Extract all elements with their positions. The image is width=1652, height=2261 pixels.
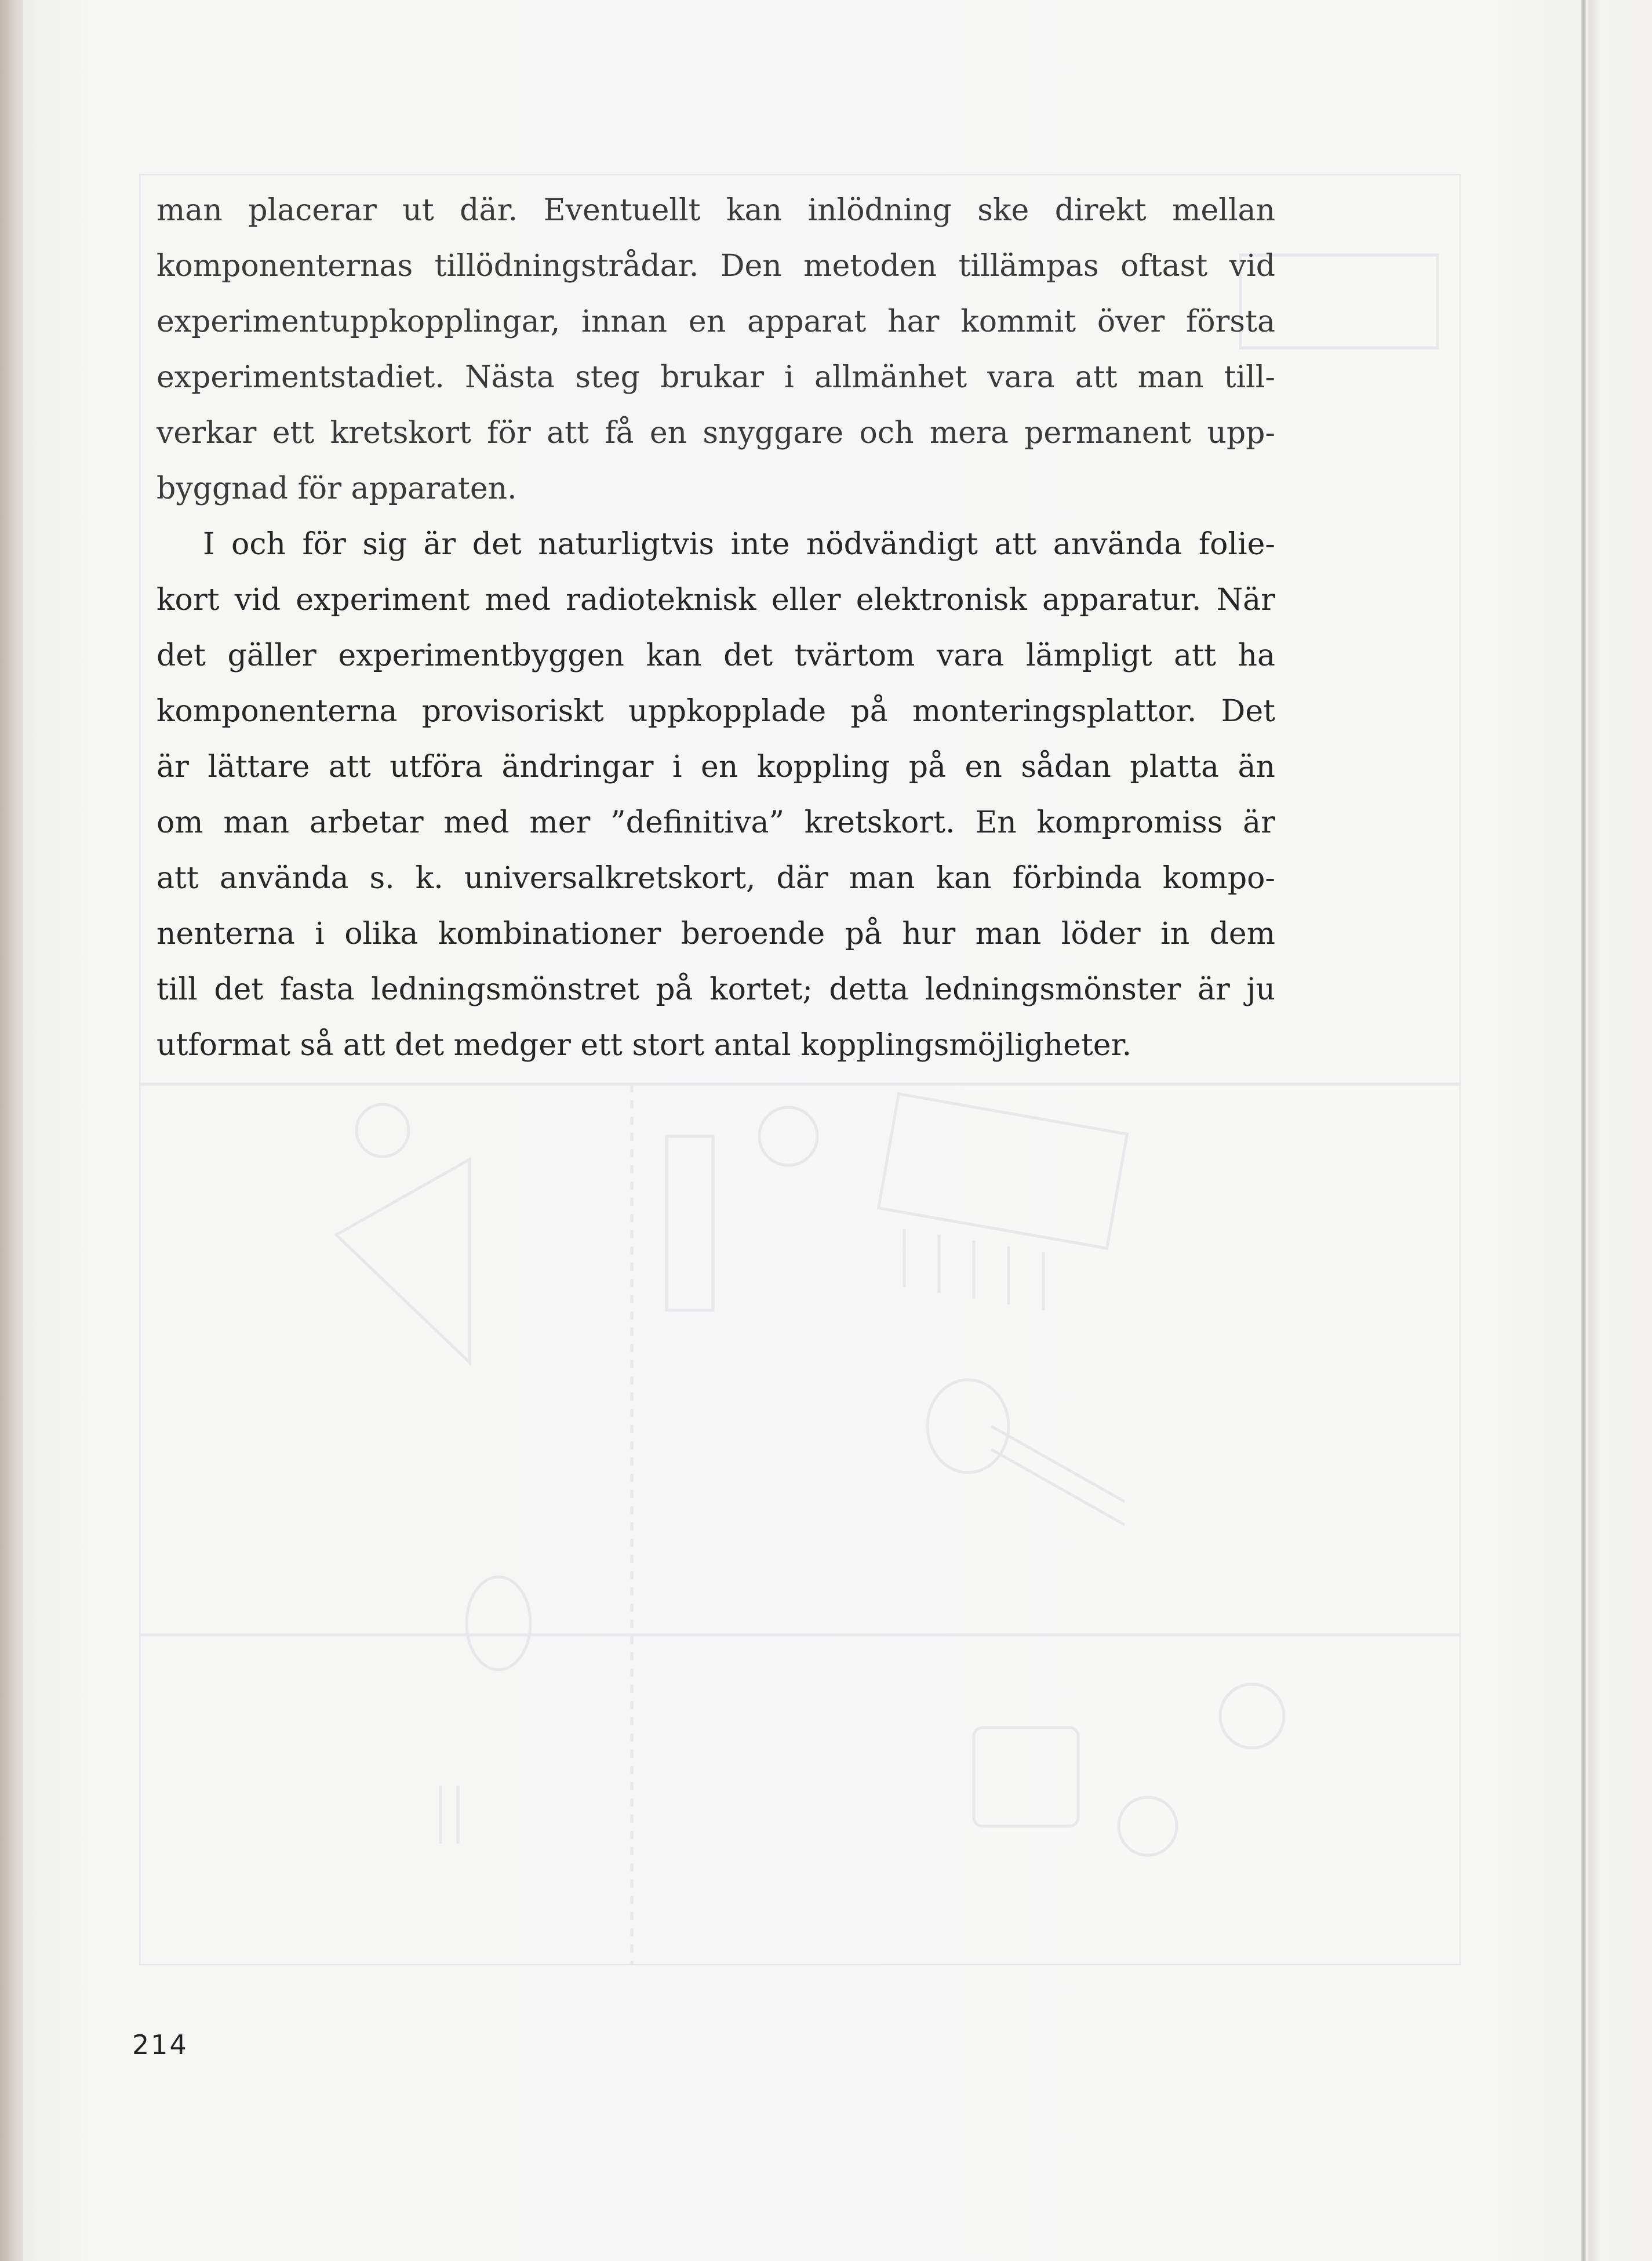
right-page-fold <box>1581 0 1586 2261</box>
text-line: är lättare att utföra ändringar i en koppling på en sådan platta än <box>157 750 1275 784</box>
text-line: byggnad för apparaten. <box>157 471 517 506</box>
text-line: experimentstadiet. Nästa steg brukar i allmänhet vara att man till- <box>157 360 1275 395</box>
page-number: 214 <box>132 2029 188 2060</box>
text-line: det gäller experimentbyggen kan det tvärtom vara lämpligt att ha <box>157 638 1275 673</box>
body-text <box>157 183 1275 1073</box>
text-line: I och för sig är det naturligtvis inte nödvändigt att använda folie- <box>203 527 1275 562</box>
text-line: experimentuppkopplingar, innan en apparat har kommit över första <box>157 304 1275 339</box>
text-line: att använda s. k. universalkretskort, där man kan förbinda kompo- <box>157 861 1275 896</box>
paragraph-1 <box>157 183 1275 517</box>
text-line: verkar ett kretskort för att få en snyggare och mera permanent upp- <box>157 416 1275 450</box>
text-line: kort vid experiment med radioteknisk eller elektronisk apparatur. När <box>157 583 1275 617</box>
text-line: komponenternas tillödningstrådar. Den metoden tillämpas oftast vid <box>157 249 1275 283</box>
text-line: komponenterna provisoriskt uppkopplade på monteringsplattor. Det <box>157 694 1275 729</box>
text-line: utformat så att det medger ett stort antal kopplingsmöjligheter. <box>157 1028 1132 1063</box>
text-line: till det fasta ledningsmönstret på kortet; detta ledningsmönster är ju <box>157 972 1275 1007</box>
binding-edge <box>0 0 24 2261</box>
text-line: man placerar ut där. Eventuellt kan inlödning ske direkt mellan <box>157 193 1275 228</box>
text-line: om man arbetar med mer ”definitiva” kretskort. En kompromiss är <box>157 805 1275 840</box>
paragraph-2 <box>157 517 1275 1073</box>
text-line: nenterna i olika kombinationer beroende på hur man löder in dem <box>157 917 1275 951</box>
